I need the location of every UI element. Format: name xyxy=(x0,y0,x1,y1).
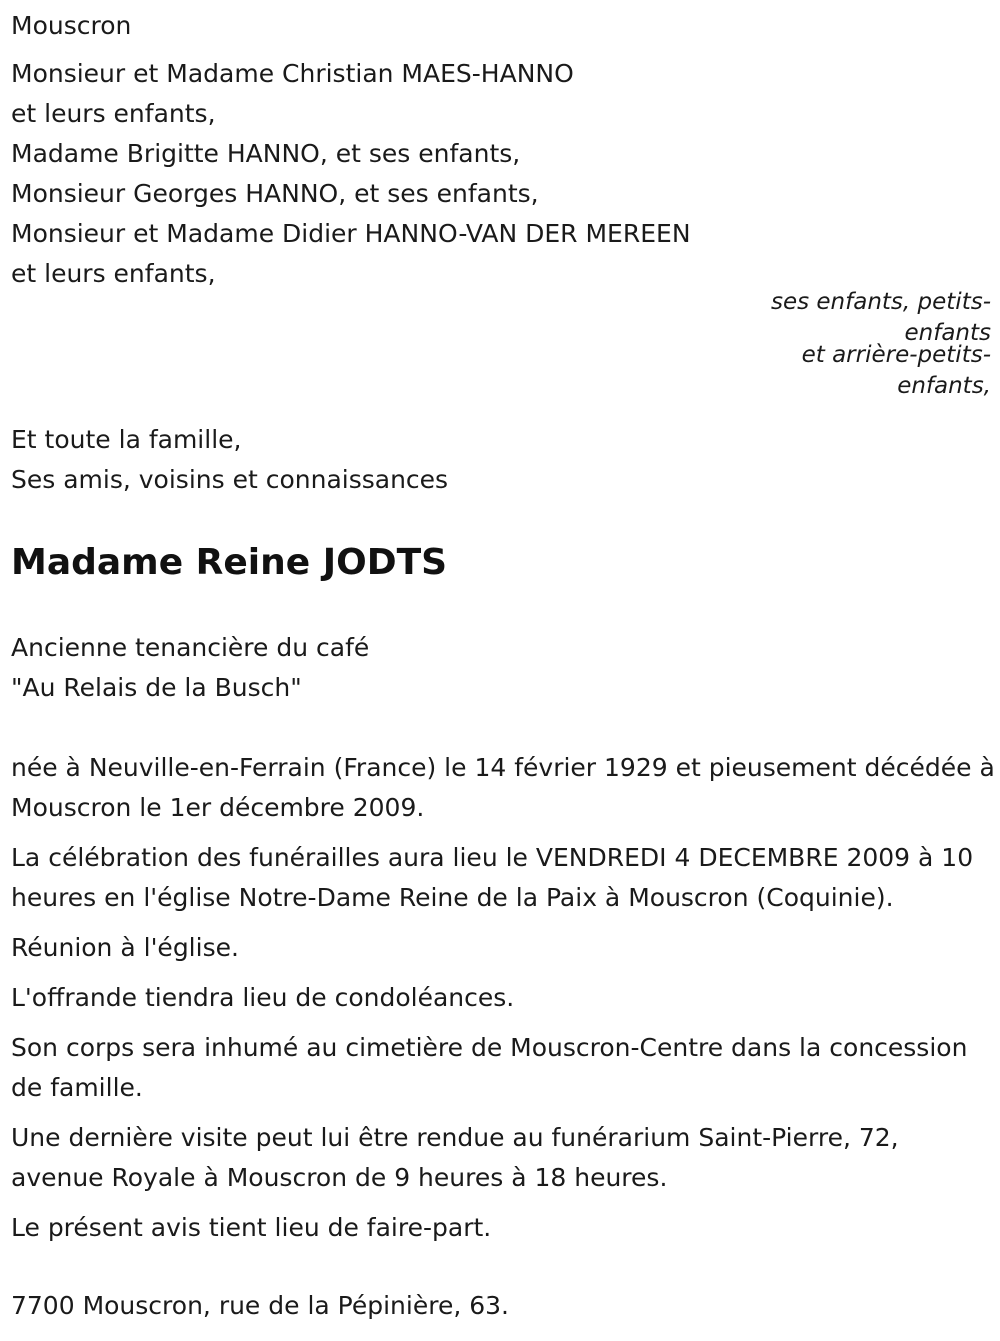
deceased-name: Madame Reine JODTS xyxy=(11,542,448,583)
relation-line: et arrière-petits- xyxy=(801,342,991,368)
notice-paragraph: La célébration des funérailles aura lieu le VENDREDI 4 DECEMBRE 2009 à 10 heures en l'église Notre-Dame Reine de la Paix à Mouscron (Coquinie). xyxy=(11,843,974,912)
family-line: Monsieur et Madame Didier HANNO-VAN DER MEREEN xyxy=(11,219,691,248)
occupation xyxy=(11,628,369,708)
notice-paragraph: Le présent avis tient lieu de faire-part. xyxy=(11,1213,492,1242)
city-heading: Mouscron xyxy=(11,11,132,40)
relation-line: enfants xyxy=(904,320,991,346)
notice-body xyxy=(11,748,996,1258)
family-line: et leurs enfants, xyxy=(11,99,216,128)
family-line: Monsieur et Madame Christian MAES-HANNO xyxy=(11,59,574,88)
family-line: Monsieur Georges HANNO, et ses enfants, xyxy=(11,179,539,208)
address: 7700 Mouscron, rue de la Pépinière, 63. xyxy=(11,1291,509,1320)
relation-line: ses enfants, petits- xyxy=(770,289,991,315)
notice-paragraph: Son corps sera inhumé au cimetière de Mouscron-Centre dans la concession de famille. xyxy=(11,1033,968,1102)
others-line: Ses amis, voisins et connaissances xyxy=(11,465,449,494)
family-line: Madame Brigitte HANNO, et ses enfants, xyxy=(11,139,521,168)
relation-note xyxy=(731,282,991,406)
family-line: et leurs enfants, xyxy=(11,259,216,288)
relation-line: enfants, xyxy=(897,373,991,399)
notice-paragraph: Réunion à l'église. xyxy=(11,933,239,962)
others-line: Et toute la famille, xyxy=(11,425,242,454)
notice-paragraph: née à Neuville-en-Ferrain (France) le 14 février 1929 et pieusement décédée à Mouscron le 1er décembre 2009. xyxy=(11,753,995,822)
family-list xyxy=(11,54,691,294)
occupation-line: "Au Relais de la Busch" xyxy=(11,673,302,702)
notice-paragraph: Une dernière visite peut lui être rendue au funérarium Saint-Pierre, 72, avenue Royale à Mouscron de 9 heures à 18 heures. xyxy=(11,1123,899,1192)
occupation-line: Ancienne tenancière du café xyxy=(11,633,370,662)
others-list xyxy=(11,420,448,500)
notice-paragraph: L'offrande tiendra lieu de condoléances. xyxy=(11,983,515,1012)
